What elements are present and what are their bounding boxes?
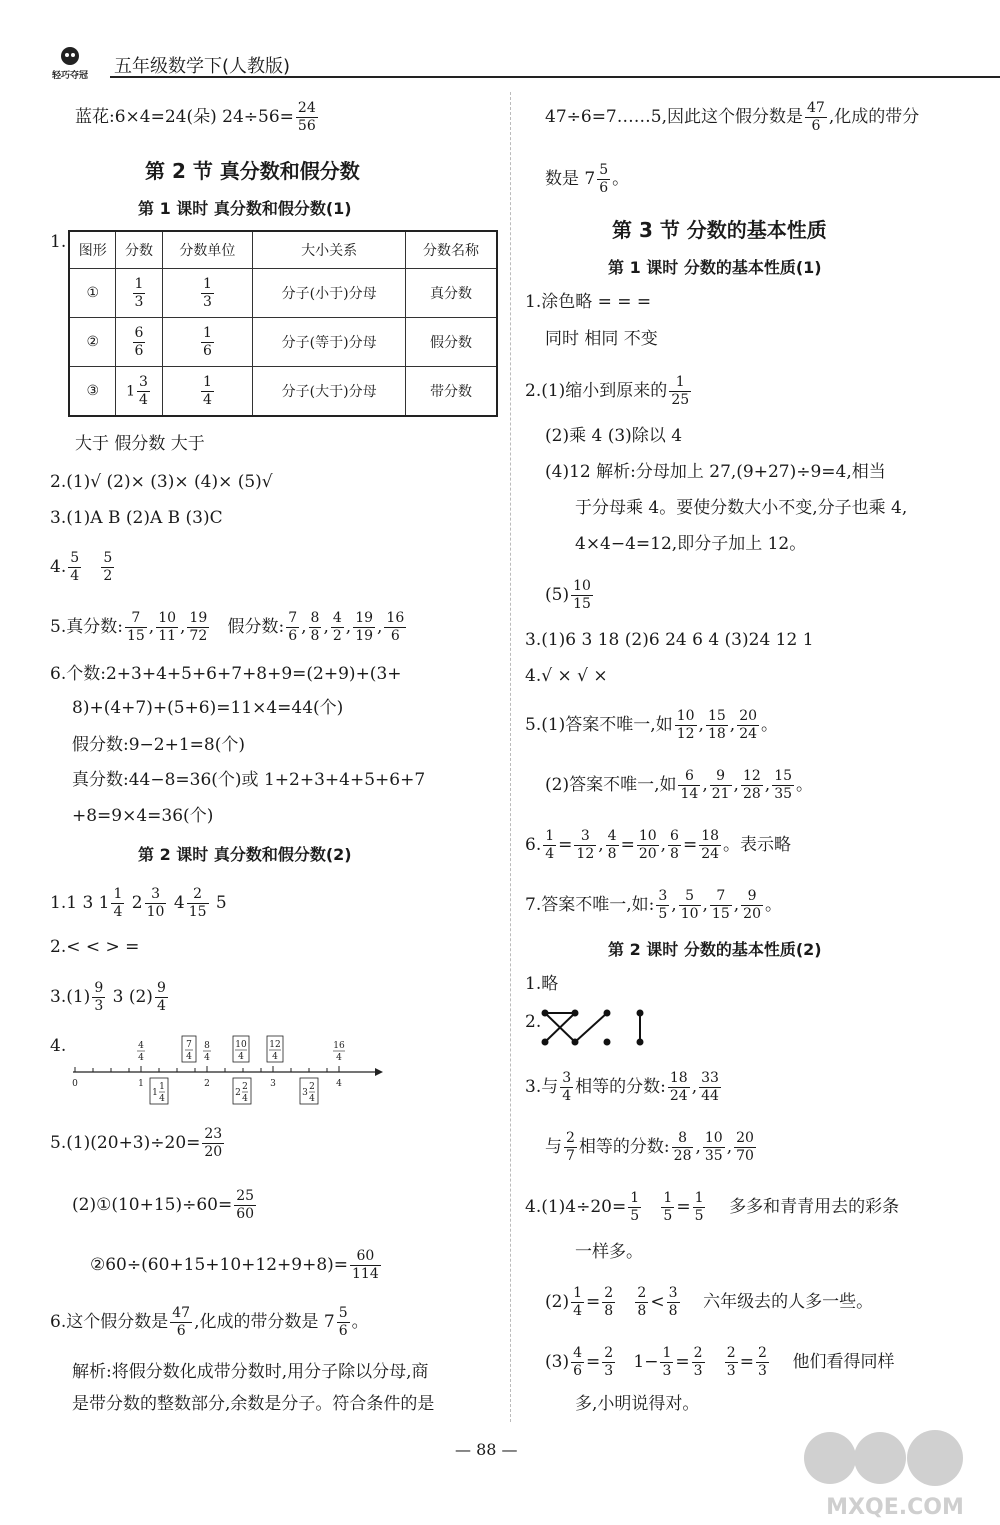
r-q2-4: 4×4−4=12,即分子加上 12。 xyxy=(575,534,807,554)
svg-text:16: 16 xyxy=(333,1041,345,1051)
q3-line: 3.(1)A B (2)A B (3)C xyxy=(50,508,223,528)
table-header: 分数 xyxy=(116,231,162,269)
brand-logo xyxy=(50,42,110,82)
fraction: $\frac{5}{4}$ xyxy=(70,550,80,584)
tick-label: 0 xyxy=(72,1079,78,1089)
svg-text:4: 4 xyxy=(204,1053,210,1063)
table-header: 大小关系 xyxy=(253,231,406,269)
r-q2-4: 于分母乘 4。要使分数大小不变,分子也乘 4, xyxy=(575,498,908,518)
lesson-1-title: 第 1 课时 分数的基本性质(1) xyxy=(608,258,822,277)
section-3-title: 第 3 节 分数的基本性质 xyxy=(612,218,827,242)
r-l2-q4-3: (3) $\frac{4}{6}$ = $\frac{2}{3}$ 1− $\frac{1}{3}$ = $\frac{2}{3}$ $\frac{2}{3}$ = $\frac{2}{3}$ 他们看得同样 xyxy=(545,1345,895,1379)
name-cell: 假分数 xyxy=(405,318,497,367)
tick-label: 4 xyxy=(336,1079,342,1089)
page-header xyxy=(50,42,965,82)
matching-diagram xyxy=(540,1008,650,1048)
fraction: $\frac{5}{2}$ xyxy=(103,550,113,584)
unit-cell: $\frac{1}{4}$ xyxy=(162,367,253,417)
svg-text:4: 4 xyxy=(272,1052,278,1062)
svg-text:3: 3 xyxy=(302,1088,308,1098)
tick-label: 3 xyxy=(270,1079,276,1089)
l2-q1-line: 1.1 3 1 $\frac{1}{4}$ 2 $\frac{3}{10}$ 4 $\frac{2}{15}$ 5 xyxy=(50,886,227,920)
svg-text:4: 4 xyxy=(159,1094,165,1104)
r-q5-1: 5.(1)答案不唯一,如 $\frac{10}{12}$ , $\frac{15}{18}$ , $\frac{20}{24}$ 。 xyxy=(525,708,779,742)
answer-table xyxy=(68,230,498,417)
r-q1a: 1.涂色略 = = = xyxy=(525,292,652,312)
table-header: 分数名称 xyxy=(405,231,497,269)
l2-q4-label: 4. xyxy=(50,1036,67,1056)
r-q6: 6. $\frac{1}{4}$ = $\frac{3}{12}$ , $\frac{4}{8}$ = $\frac{10}{20}$ , $\frac{6}{8}$ = $\frac{18}{24}$ 。表示略 xyxy=(525,828,792,862)
analysis-line: 解析:将假分数化成带分数时,用分子除以分母,商 xyxy=(72,1362,429,1382)
page-number: — 88 — xyxy=(455,1440,518,1459)
r-l2-q3a: 3.与 $\frac{3}{4}$ 相等的分数: $\frac{18}{24}$ , $\frac{33}{44}$ xyxy=(525,1070,719,1104)
fraction: $\frac{24}{56}$ xyxy=(297,100,316,134)
blue-flower-text: 蓝花:6×4=24(朵) 24÷56= xyxy=(75,107,294,127)
shape-cell: ② xyxy=(69,318,116,367)
analysis-line: 是带分数的整数部分,余数是分子。符合条件的是 xyxy=(72,1394,435,1414)
r-q5-2: (2)答案不唯一,如 $\frac{6}{14}$ , $\frac{9}{21}$ , $\frac{12}{28}$ , $\frac{15}{35}$ 。 xyxy=(545,768,814,802)
q6-line: +8=9×4=36(个) xyxy=(72,806,214,826)
r-l2-q4-1: 4.(1)4÷20= $\frac{1}{5}$ $\frac{1}{5}$ = $\frac{1}{5}$ 多多和青青用去的彩条 xyxy=(525,1190,900,1224)
svg-text:2: 2 xyxy=(309,1082,315,1092)
fraction-cell: $\frac{1}{3}$ xyxy=(116,269,162,318)
q1-label: 1. xyxy=(50,232,67,252)
r-q7: 7.答案不唯一,如: $\frac{3}{5}$ , $\frac{5}{10}$ , $\frac{7}{15}$ , $\frac{9}{20}$ 。 xyxy=(525,888,782,922)
l2-q5b-line: (2)①(10+15)÷60= $\frac{25}{60}$ xyxy=(72,1188,255,1222)
after-table-text: 大于 假分数 大于 xyxy=(75,434,205,454)
table-row xyxy=(69,269,497,318)
relation-cell: 分子(小于)分母 xyxy=(253,269,406,318)
r-l2-q3b: 与 $\frac{2}{7}$ 相等的分数: $\frac{8}{28}$ , $\frac{10}{35}$ , $\frac{20}{70}$ xyxy=(545,1130,754,1164)
section-2-title: 第 2 节 真分数和假分数 xyxy=(145,159,360,183)
header-rule xyxy=(110,76,1000,78)
q4-line: 4. $\frac{5}{4}$ $\frac{5}{2}$ xyxy=(50,550,113,584)
column-divider xyxy=(510,92,511,1422)
svg-text:7: 7 xyxy=(186,1040,192,1050)
table-header: 图形 xyxy=(69,231,116,269)
lesson-2-title: 第 2 课时 真分数和假分数(2) xyxy=(138,845,352,864)
r-q2-2: (2)乘 4 (3)除以 4 xyxy=(545,426,683,446)
svg-text:1: 1 xyxy=(152,1088,158,1098)
q6-line: 8)+(4+7)+(5+6)=11×4=44(个) xyxy=(72,698,344,718)
svg-text:2: 2 xyxy=(242,1082,248,1092)
l2-q3-line: 3.(1) $\frac{9}{3}$ 3 (2) $\frac{9}{4}$ xyxy=(50,980,166,1014)
fraction-cell: $\frac{6}{6}$ xyxy=(116,318,162,367)
shape-cell: ① xyxy=(69,269,116,318)
svg-text:12: 12 xyxy=(269,1040,281,1050)
book-title: 五年级数学下(人教版) xyxy=(114,56,291,77)
l2-q2-line: 2.< < > = xyxy=(50,937,140,957)
table-header-row xyxy=(69,231,497,269)
q6-line: 6.个数:2+3+4+5+6+7+8+9=(2+9)+(3+ xyxy=(50,664,402,684)
table-row xyxy=(69,367,497,417)
r-q3: 3.(1)6 3 18 (2)6 24 6 4 (3)24 12 1 xyxy=(525,630,814,650)
l2-q5a-line: 5.(1)(20+3)÷20= $\frac{23}{20}$ xyxy=(50,1126,223,1160)
unit-cell: $\frac{1}{6}$ xyxy=(162,318,253,367)
svg-text:4: 4 xyxy=(138,1053,144,1063)
r-q2-1: 2.(1)缩小到原来的 $\frac{1}{25}$ xyxy=(525,374,690,408)
q5-line: 5.真分数: $\frac{7}{15}$ , $\frac{10}{11}$ , $\frac{19}{72}$ 假分数: $\frac{7}{6}$ , $\frac{8}{8}$ , $\frac{4}{2}$ , $\frac{19}{19}$ , $\frac{16}{6}$ xyxy=(50,610,405,644)
lesson-2-title-right: 第 2 课时 分数的基本性质(2) xyxy=(608,940,822,959)
r-l2-q4-1b: 一样多。 xyxy=(575,1242,643,1262)
r-l2-q1: 1.略 xyxy=(525,974,559,994)
q2-line: 2.(1)√ (2)× (3)× (4)× (5)√ xyxy=(50,472,273,492)
svg-text:10: 10 xyxy=(235,1040,247,1050)
q6-line: 假分数:9−2+1=8(个) xyxy=(72,735,245,755)
right-cont-1: 47÷6=7……5,因此这个假分数是 $\frac{47}{6}$ ,化成的带分 xyxy=(545,100,920,134)
q6-line: 真分数:44−8=36(个)或 1+2+3+4+5+6+7 xyxy=(72,770,426,790)
svg-text:MXQE.COM: MXQE.COM xyxy=(826,1495,964,1520)
r-l2-q4-2: (2) $\frac{1}{4}$ = $\frac{2}{8}$ $\frac{2}{8}$ < $\frac{3}{8}$ 六年级去的人多一些。 xyxy=(545,1285,874,1319)
l2-q5c-line: ②60÷(60+15+10+12+9+8)= $\frac{60}{114}$ xyxy=(90,1248,379,1282)
number-line xyxy=(65,1030,385,1110)
svg-text:1: 1 xyxy=(159,1082,165,1092)
svg-text:2: 2 xyxy=(235,1088,241,1098)
lesson-1-title: 第 1 课时 真分数和假分数(1) xyxy=(138,199,352,218)
svg-text:轻巧夺冠: 轻巧夺冠 xyxy=(52,71,89,81)
watermark-logo xyxy=(800,1420,990,1520)
table-row xyxy=(69,318,497,367)
l2-q6-line: 6.这个假分数是 $\frac{47}{6}$ ,化成的带分数是 7 $\frac{5}{6}$ 。 xyxy=(50,1305,369,1339)
shape-cell: ③ xyxy=(69,367,116,417)
relation-cell: 分子(大于)分母 xyxy=(253,367,406,417)
svg-text:4: 4 xyxy=(138,1041,144,1051)
r-q4: 4.√ × √ × xyxy=(525,666,608,686)
svg-text:4: 4 xyxy=(186,1052,192,1062)
svg-text:4: 4 xyxy=(336,1053,342,1063)
fraction-cell: 1 $\frac{3}{4}$ xyxy=(116,367,162,417)
svg-text:4: 4 xyxy=(242,1094,248,1104)
relation-cell: 分子(等于)分母 xyxy=(253,318,406,367)
table-header: 分数单位 xyxy=(162,231,253,269)
unit-cell: $\frac{1}{3}$ xyxy=(162,269,253,318)
svg-text:4: 4 xyxy=(238,1052,244,1062)
tick-label: 2 xyxy=(204,1079,210,1089)
name-cell: 真分数 xyxy=(405,269,497,318)
blue-flower-line xyxy=(75,100,320,135)
svg-text:8: 8 xyxy=(204,1041,210,1051)
r-l2-q2: 2. xyxy=(525,1012,542,1032)
r-q2-5: (5) $\frac{10}{15}$ xyxy=(545,578,591,612)
r-l2-q4-3b: 多,小明说得对。 xyxy=(575,1394,700,1414)
r-q1b: 同时 相同 不变 xyxy=(545,329,658,349)
svg-text:4: 4 xyxy=(309,1094,315,1104)
r-q2-4: (4)12 解析:分母加上 27,(9+27)÷9=4,相当 xyxy=(545,462,886,482)
name-cell: 带分数 xyxy=(405,367,497,417)
right-cont-2: 数是 7 $\frac{5}{6}$ 。 xyxy=(545,162,630,196)
tick-label: 1 xyxy=(138,1079,144,1089)
